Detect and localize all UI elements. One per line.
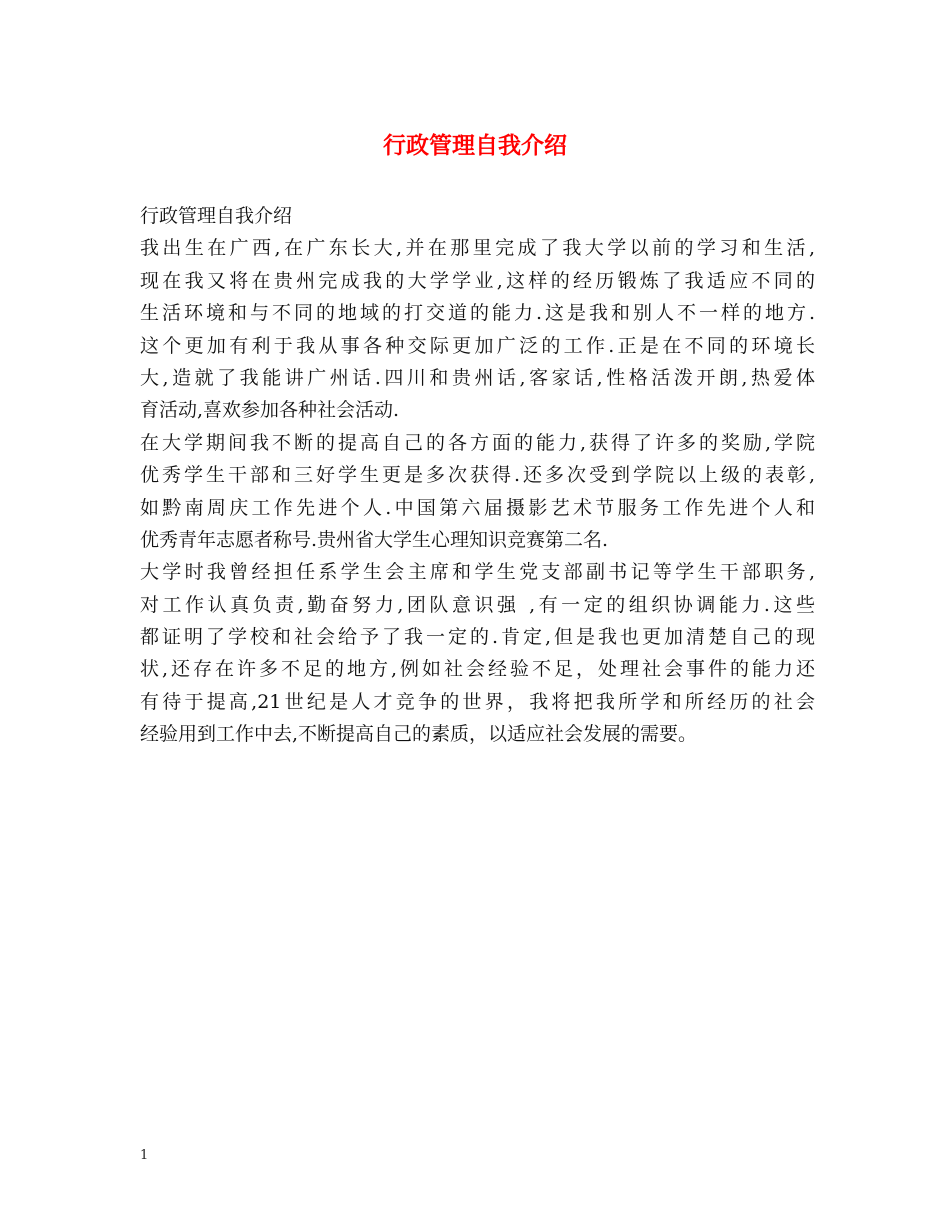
paragraph-line: 在大学期间我不断的提高自己的各方面的能力,获得了许多的奖励,学院 xyxy=(140,431,815,454)
document-body xyxy=(140,200,815,751)
paragraph-3 xyxy=(140,556,815,750)
paragraph-line: 状,还存在许多不足的地方,例如社会经验不足，处理社会事件的能力还 xyxy=(140,658,815,681)
paragraph-1 xyxy=(140,232,815,426)
paragraph-line: 这个更加有利于我从事各种交际更加广泛的工作.正是在不同的环境长 xyxy=(140,334,815,357)
paragraph-line: 我出生在广西,在广东长大,并在那里完成了我大学以前的学习和生活, xyxy=(140,237,815,260)
page-number: 1 xyxy=(140,1148,149,1163)
paragraph-line: 优秀学生干部和三好学生更是多次获得.还多次受到学院以上级的表彰, xyxy=(140,464,815,487)
paragraph-line: 都证明了学校和社会给予了我一定的.肯定,但是我也更加清楚自己的现 xyxy=(140,626,815,649)
paragraph-line: 优秀青年志愿者称号.贵州省大学生心理知识竞赛第二名. xyxy=(140,528,609,551)
paragraph-line: 如黔南周庆工作先进个人.中国第六届摄影艺术节服务工作先进个人和 xyxy=(140,496,815,519)
paragraph-line: 大,造就了我能讲广州话.四川和贵州话,客家话,性格活泼开朗,热爱体 xyxy=(140,366,815,389)
paragraph-2 xyxy=(140,427,815,557)
paragraph-line: 育活动,喜欢参加各种社会活动. xyxy=(140,399,400,422)
paragraph-line: 经验用到工作中去,不断提高自己的素质，以适应社会发展的需要。 xyxy=(140,723,698,746)
body-heading: 行政管理自我介绍 xyxy=(140,205,293,227)
paragraph-line: 生活环境和与不同的地域的打交道的能力.这是我和别人不一样的地方. xyxy=(140,302,815,325)
paragraph-line: 大学时我曾经担任系学生会主席和学生党支部副书记等学生干部职务, xyxy=(140,561,815,584)
paragraph-line: 对工作认真负责,勤奋努力,团队意识强 ,有一定的组织协调能力.这些 xyxy=(140,593,815,616)
paragraph-line: 有待于提高,21世纪是人才竞争的世界，我将把我所学和所经历的社会 xyxy=(140,690,815,713)
document-title: 行政管理自我介绍 xyxy=(383,132,567,159)
paragraph-line: 现在我又将在贵州完成我的大学学业,这样的经历锻炼了我适应不同的 xyxy=(140,269,815,292)
